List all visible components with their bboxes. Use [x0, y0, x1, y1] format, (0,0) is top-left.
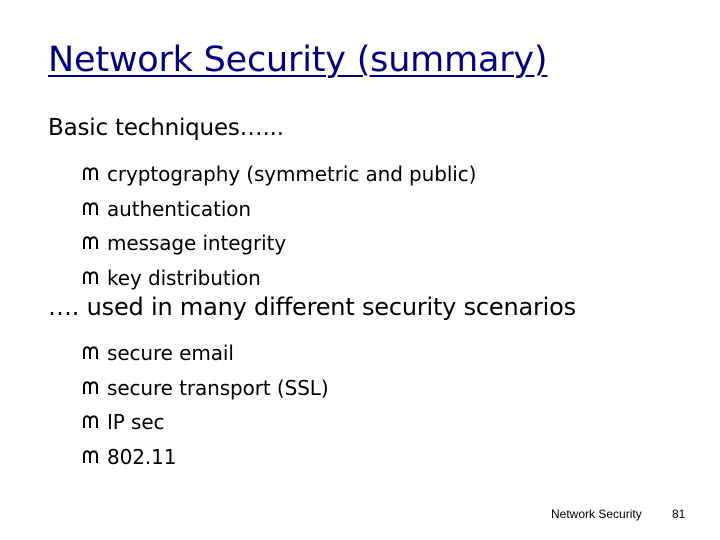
bullet-icon [82, 380, 100, 396]
list-item-label: secure transport (SSL) [107, 375, 329, 400]
bullet-icon [82, 345, 100, 361]
bullet-icon [82, 201, 100, 217]
list-item-label: key distribution [107, 265, 261, 290]
section-heading-basic-techniques: Basic techniques…... [48, 115, 284, 141]
bullet-icon [82, 414, 100, 430]
list-item-label: IP sec [107, 410, 165, 435]
bullet-icon [82, 235, 100, 251]
bullet-icon [82, 270, 100, 286]
slide-title: Network Security (summary) [48, 40, 548, 80]
list-item-label: secure email [107, 341, 234, 366]
list-item-message-integrity [82, 226, 476, 261]
list-item-label: cryptography (symmetric and public) [107, 162, 477, 187]
list-item-label: message integrity [107, 231, 287, 256]
list-item-secure-transport [82, 371, 329, 406]
bullet-icon [82, 449, 100, 465]
section-heading-security-scenarios: …. used in many different security scenarios [48, 293, 576, 321]
list-item-label: 802.11 [107, 444, 177, 469]
list-item-ip-sec [82, 405, 329, 440]
list-item-80211 [82, 440, 329, 475]
basic-techniques-list [82, 157, 476, 295]
list-item-cryptography [82, 157, 476, 192]
list-item-secure-email [82, 336, 329, 371]
bullet-icon [82, 166, 100, 182]
footer-label: Network Security [551, 507, 642, 521]
list-item-authentication [82, 192, 476, 227]
list-item-label: authentication [107, 196, 251, 221]
list-item-key-distribution [82, 261, 476, 296]
security-scenarios-list [82, 336, 329, 474]
page-number: 81 [672, 507, 686, 521]
